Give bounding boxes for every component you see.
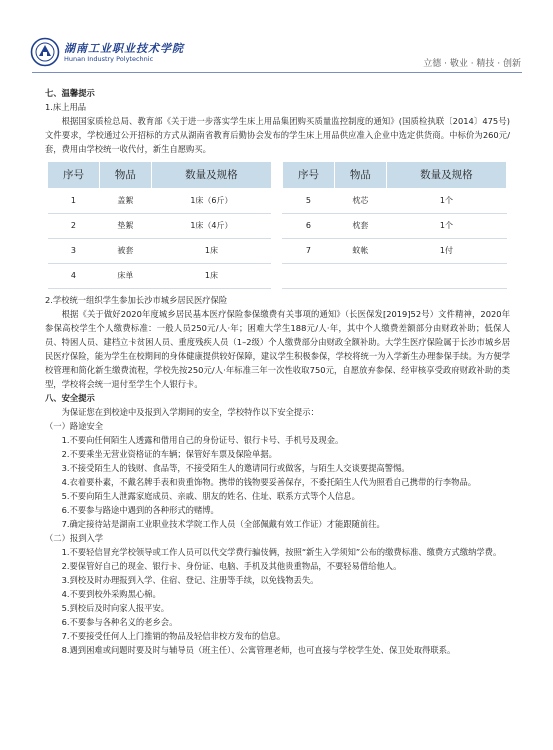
header-divider — [32, 72, 522, 73]
table-cell: 垫絮 — [99, 214, 151, 239]
travel-safety-title: （一）路途安全 — [45, 421, 104, 431]
school-name-cn: 湖南工业职业技术学院 — [64, 42, 184, 55]
table-cell: 3 — [48, 239, 100, 264]
enrollment-title: （二）报到入学 — [45, 533, 104, 543]
table-cell: 5 — [282, 189, 334, 214]
travel-safety-list — [45, 433, 510, 531]
enrollment-item: 2.要保管好自己的现金、银行卡、身份证、电脑、手机及其他贵重物品，不要轻易借给他人。 — [61, 561, 402, 571]
subsection-insurance-title: 2.学校统一组织学生参加长沙市城乡居民医疗保险 — [45, 295, 228, 305]
col-header-no-2: 序号 — [282, 162, 334, 189]
enrollment-item: 1.不要轻信冒充学校领导或工作人员可以代交学费行骗伎俩，按照“新生入学须知”公布的缴费标准、缴费方式缴纳学费。 — [61, 547, 502, 557]
table-gap — [271, 239, 282, 264]
section-7-title: 七、温馨提示 — [45, 88, 95, 98]
table-header-row — [48, 162, 507, 189]
enrollment-item: 7.不要接受任何人上门推销的物品及轻信非校方发布的信息。 — [61, 631, 286, 641]
table-row — [48, 189, 507, 214]
table-row — [48, 239, 507, 264]
table-cell: 1个 — [386, 214, 506, 239]
table-cell: 1床 — [151, 239, 271, 264]
table-cell — [282, 264, 334, 289]
table-cell: 2 — [48, 214, 100, 239]
page-content — [45, 86, 510, 657]
school-motto: 立德 · 敬业 · 精技 · 创新 — [423, 59, 521, 69]
safety-intro: 为保证您在到校途中及报到入学期间的安全，学校特作以下安全提示： — [61, 407, 319, 417]
table-cell: 盖絮 — [99, 189, 151, 214]
table-cell — [386, 264, 506, 289]
table-gap — [271, 189, 282, 214]
col-header-spec-1: 数量及规格 — [151, 162, 271, 189]
table-cell: 4 — [48, 264, 100, 289]
table-cell: 1床（6斤） — [151, 189, 271, 214]
travel-safety-item: 6.不要参与路途中遇到的各种形式的赌博。 — [61, 505, 219, 515]
table-row — [48, 214, 507, 239]
travel-safety-item: 3.不接受陌生人的钱财、食品等，不接受陌生人的邀请同行或做客，与陌生人交谈要提高警惕。 — [61, 463, 410, 473]
bedding-paragraph: 根据国家质检总局、教育部《关于进一步落实学生床上用品集团购买质量监控制度的通知》(国质检执联〔2014〕475号)文件要求，学校通过公开招标的方式从湖南省教育后勤协会发布的学生床上用品供应准入企业中选定供货商。中标价为260元/套，费用由学校统一收代付，新生自愿购买。 — [45, 116, 510, 154]
insurance-paragraph: 根据《关于做好2020年度城乡居民基本医疗保险参保缴费有关事项的通知》（长医保发[2019]52号）文件精神，2020年参保高校学生个人缴费标准：一般人员250元/人·年；困难大学生188元/人·年，其中个人缴费差额部分由财政补助；低保人员、特困人员、建档立卡贫困人员、重度残疾人员（1–2级）个人缴费部分由财政全额补助。大学生医疗保险属于长沙市城乡居民医疗保险，能为学生在校期间的身体健康提供较好保障，建议学生积极参保，学校将统一为入学新生办理参保手续。为方便学校管理和简化新生缴费流程，学校先按250元/人·年标准三年一次性收取750元，自愿放弃参保、经审核享受政府财政补助的类型，学校将会统一退付至学生个人银行卡。 — [45, 309, 510, 389]
table-cell: 蚊帐 — [334, 239, 386, 264]
table-row — [48, 264, 507, 289]
table-cell: 6 — [282, 214, 334, 239]
col-header-item-2: 物品 — [334, 162, 386, 189]
bedding-items-table — [47, 161, 507, 289]
table-cell: 1 — [48, 189, 100, 214]
table-gap — [271, 214, 282, 239]
table-cell: 1付 — [386, 239, 506, 264]
table-cell: 7 — [282, 239, 334, 264]
table-cell: 被套 — [99, 239, 151, 264]
table-cell: 床单 — [99, 264, 151, 289]
section-8-title: 八、安全提示 — [45, 393, 95, 403]
col-header-item-1: 物品 — [99, 162, 151, 189]
enrollment-item: 3.到校及时办理报到入学、住宿、登记、注册等手续，以免钱物丢失。 — [61, 575, 319, 585]
enrollment-item: 5.到校后及时向家人报平安。 — [61, 603, 170, 613]
enrollment-item: 4.不要到校外采购黑心棉。 — [61, 589, 161, 599]
travel-safety-item: 7.确定接待站是湖南工业职业技术学院工作人员（全部佩戴有效工作证）才能跟随前往。 — [61, 519, 385, 529]
table-cell: 枕芯 — [334, 189, 386, 214]
table-cell: 枕套 — [334, 214, 386, 239]
travel-safety-item: 4.衣着要朴素，不戴名牌手表和贵重饰物。携带的钱物要妥善保存，不委托陌生人代为照看自己携带的行李物品。 — [61, 477, 477, 487]
table-cell: 1个 — [386, 189, 506, 214]
enrollment-item: 8.遇到困难或问题时要及时与辅导员（班主任）、公寓管理老师，也可直接与学校学生处、保卫处取得联系。 — [61, 645, 456, 655]
table-gap — [271, 264, 282, 289]
table-cell — [334, 264, 386, 289]
school-name-en: Hunan Industry Polytechnic — [64, 55, 154, 63]
travel-safety-item: 2.不要乘坐无营业资格证的车辆；保管好车票及保险单据。 — [61, 449, 277, 459]
school-logo-icon — [30, 37, 60, 67]
travel-safety-item: 5.不要向陌生人泄露家庭成员、亲戚、朋友的姓名、住址、联系方式等个人信息。 — [61, 491, 360, 501]
travel-safety-item: 1.不要向任何陌生人透露和借用自己的身份证号、银行卡号、手机号及现金。 — [61, 435, 344, 445]
col-header-no-1: 序号 — [48, 162, 100, 189]
page-header — [0, 0, 553, 78]
table-cell: 1床（4斤） — [151, 214, 271, 239]
table-cell: 1床 — [151, 264, 271, 289]
enrollment-list — [45, 545, 510, 657]
table-gap — [271, 162, 282, 189]
subsection-bedding-title: 1.床上用品 — [45, 102, 87, 112]
enrollment-item: 6.不要参与各种名义的老乡会。 — [61, 617, 178, 627]
col-header-spec-2: 数量及规格 — [386, 162, 506, 189]
